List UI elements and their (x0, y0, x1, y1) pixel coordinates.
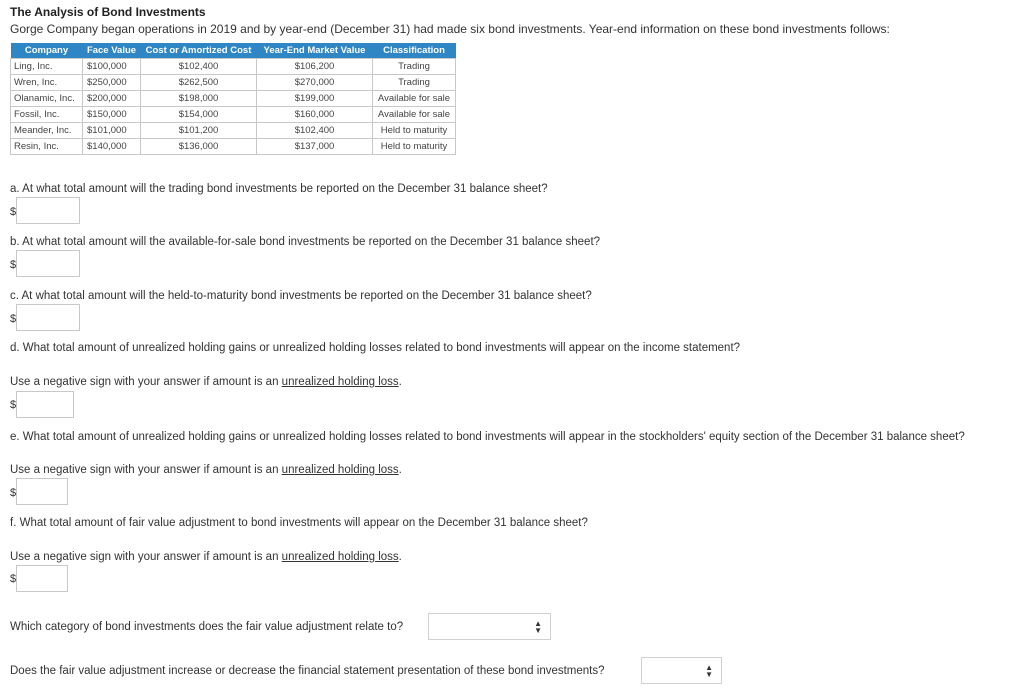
question-d: d. What total amount of unrealized holding gains or unrealized holding losses related to bond investments will appear on the income statement? (10, 342, 741, 354)
table-row (11, 123, 456, 139)
cell-company: Ling, Inc. (11, 59, 83, 75)
col-cost: Cost or Amortized Cost (141, 43, 257, 59)
answer-f-input[interactable] (16, 565, 68, 592)
answer-a-input[interactable] (16, 197, 80, 224)
cell-cost: $198,000 (141, 91, 257, 107)
answer-c-input[interactable] (16, 304, 80, 331)
category-question: Which category of bond investments does the fair value adjustment relate to? (10, 621, 404, 633)
cell-cost: $154,000 (141, 107, 257, 123)
note-prefix: Use a negative sign with your answer if amount is an (10, 376, 282, 388)
unrealized-holding-loss-link[interactable]: unrealized holding loss (281, 551, 399, 563)
cell-cost: $101,200 (141, 123, 257, 139)
cell-market-value: $270,000 (257, 75, 373, 91)
cell-company: Wren, Inc. (11, 75, 83, 91)
cell-market-value: $137,000 (257, 139, 373, 155)
cell-face-value: $140,000 (83, 139, 141, 155)
cell-market-value: $102,400 (257, 123, 373, 139)
question-f: f. What total amount of fair value adjustment to bond investments will appear on the December 31 balance sheet? (10, 517, 588, 529)
currency-symbol: $ (10, 313, 17, 325)
answer-d-input[interactable] (16, 391, 74, 418)
cell-company: Resin, Inc. (11, 139, 83, 155)
note-suffix: . (398, 376, 402, 388)
cell-classification: Trading (373, 75, 456, 91)
updown-arrow-icon: ▲ ▼ (705, 663, 713, 679)
direction-question: Does the fair value adjustment increase or decrease the financial statement presentation of these bond investments? (10, 665, 605, 677)
col-face-value: Face Value (83, 43, 141, 59)
question-c: c. At what total amount will the held-to-maturity bond investments be reported on the December 31 balance sheet? (10, 290, 592, 302)
table-header-row (11, 43, 456, 59)
cell-classification: Held to maturity (373, 123, 456, 139)
cell-cost: $136,000 (141, 139, 257, 155)
cell-cost: $262,500 (141, 75, 257, 91)
cell-classification: Trading (373, 59, 456, 75)
answer-e-input[interactable] (16, 478, 68, 505)
cell-market-value: $199,000 (257, 91, 373, 107)
category-select[interactable] (428, 613, 551, 640)
col-company: Company (11, 43, 83, 59)
cell-classification: Available for sale (373, 91, 456, 107)
table-row (11, 107, 456, 123)
intro-text: Gorge Company began operations in 2019 and by year-end (December 31) had made six bond investments. Year-end information on these bond investments follows: (10, 22, 890, 36)
cell-market-value: $106,200 (257, 59, 373, 75)
note-prefix: Use a negative sign with your answer if amount is an (10, 464, 282, 476)
table-row (11, 139, 456, 155)
unrealized-holding-loss-link[interactable]: unrealized holding loss (281, 464, 399, 476)
updown-arrow-icon: ▲ ▼ (534, 619, 542, 635)
table-row (11, 91, 456, 107)
cell-market-value: $160,000 (257, 107, 373, 123)
table-row (11, 59, 456, 75)
cell-face-value: $101,000 (83, 123, 141, 139)
note-suffix: . (398, 464, 402, 476)
currency-symbol: $ (10, 573, 17, 585)
currency-symbol: $ (10, 259, 17, 271)
cell-face-value: $100,000 (83, 59, 141, 75)
question-e: e. What total amount of unrealized holding gains or unrealized holding losses related to bond investments will appear in the stockholders' equity section of the December 31 balance sheet? (10, 431, 965, 443)
unrealized-holding-loss-link[interactable]: unrealized holding loss (281, 376, 399, 388)
cell-cost: $102,400 (141, 59, 257, 75)
note-suffix: . (398, 551, 402, 563)
col-market-value: Year-End Market Value (257, 43, 373, 59)
cell-company: Olanamic, Inc. (11, 91, 83, 107)
negative-sign-note (10, 464, 402, 476)
note-prefix: Use a negative sign with your answer if amount is an (10, 551, 282, 563)
col-classification: Classification (373, 43, 456, 59)
question-b: b. At what total amount will the available-for-sale bond investments be reported on the December 31 balance sheet? (10, 236, 601, 248)
direction-select[interactable] (641, 657, 722, 684)
currency-symbol: $ (10, 487, 17, 499)
answer-b-input[interactable] (16, 250, 80, 277)
question-a: a. At what total amount will the trading bond investments be reported on the December 31 balance sheet? (10, 183, 548, 195)
bond-investments-table (10, 43, 456, 155)
negative-sign-note (10, 376, 402, 388)
cell-company: Meander, Inc. (11, 123, 83, 139)
table-row (11, 75, 456, 91)
cell-classification: Held to maturity (373, 139, 456, 155)
negative-sign-note (10, 551, 402, 563)
cell-company: Fossil, Inc. (11, 107, 83, 123)
currency-symbol: $ (10, 206, 17, 218)
cell-face-value: $250,000 (83, 75, 141, 91)
cell-face-value: $150,000 (83, 107, 141, 123)
cell-classification: Available for sale (373, 107, 456, 123)
page-title: The Analysis of Bond Investments (10, 5, 206, 19)
currency-symbol: $ (10, 399, 17, 411)
cell-face-value: $200,000 (83, 91, 141, 107)
